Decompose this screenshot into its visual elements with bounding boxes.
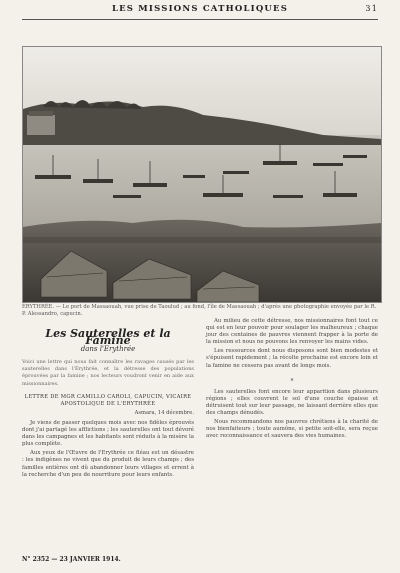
paragraph: Je viens de passer quelques mois avec nos fidèles éprouvés dont j'ai partagé les afflictions ; les sauterelles ont tout dévoré dans les campagnes et les habitants sont réduits à la misère la plus complète. [22, 419, 194, 448]
letter-place-date: Asmara, 14 décembre. [134, 409, 194, 416]
page-header [22, 4, 378, 18]
paragraph: Aux yeux de l'Œuvre de l'Erythrée ce fléau est un désastre : les indigènes ne vivent que du produit de leurs champs ; des familles entières ont dû abandonner leurs villages et errent à la recherche d'un peu de nourriture pour leurs enfants. [22, 450, 194, 478]
article-subtitle: dans l'Erythrée [80, 345, 136, 354]
paragraph: Au milieu de cette détresse, nos missionnaires font tout ce qui est en leur pouvoir pour soulager les malheureux ; chaque jour des centaines de pauvres viennent frapper à la porte de la mission et nous ne pouvons les renvoyer les mains vides. [206, 318, 378, 346]
issue-footer: N° 2352 — 23 JANVIER 1914. [22, 556, 121, 563]
paragraph: Les ressources dont nous disposons sont bien modestes et s'épuisent rapidement ; la récolte prochaine est encore loin et la famine ne cessera pas avant de longs mois. [206, 348, 378, 369]
photo-caption: ÉRYTHRÉE. — Le port de Massaouah, vue prise de Taoulud ; au fond, l'île de Massaouah ; d'après une photographie envoyée par le R. P. Alessandro, capucin. [22, 304, 377, 317]
article-title: Les Sauterelles et la Famine [45, 327, 171, 348]
left-column [22, 318, 194, 481]
paragraph: Nous recommandons nos pauvres chrétiens à la charité de nos bienfaiteurs ; toute aumône, si petite soit-elle, sera reçue avec reconnaissance et sauvera des vies humaines. [206, 419, 378, 440]
harbor-photograph [22, 46, 382, 303]
letter-heading: LETTRE DE MGR CAMILLO CAROLI, CAPUCIN, VICAIRE APOSTOLIQUE DE L'ERYTHRÉE [24, 393, 192, 407]
right-column [206, 318, 378, 442]
header-rule [22, 19, 378, 20]
page-number: 31 [365, 4, 378, 13]
article-intro: Voici une lettre qui nous fait connaître les ravages causés par les sauterelles dans l'Érythrée, et la détresse des populations éprouvées par la famine ; nos lecteurs voudront venir en aide aux missionnaires. [22, 359, 194, 387]
paragraph: Les sauterelles font encore leur apparition dans plusieurs régions ; elles couvrent le sol d'une couche épaisse et détruisent tout sur leur passage, ne laissant derrière elles que des champs dénudés. [206, 388, 378, 417]
section-separator: * [290, 377, 294, 385]
journal-title: LES MISSIONS CATHOLIQUES [111, 4, 289, 14]
